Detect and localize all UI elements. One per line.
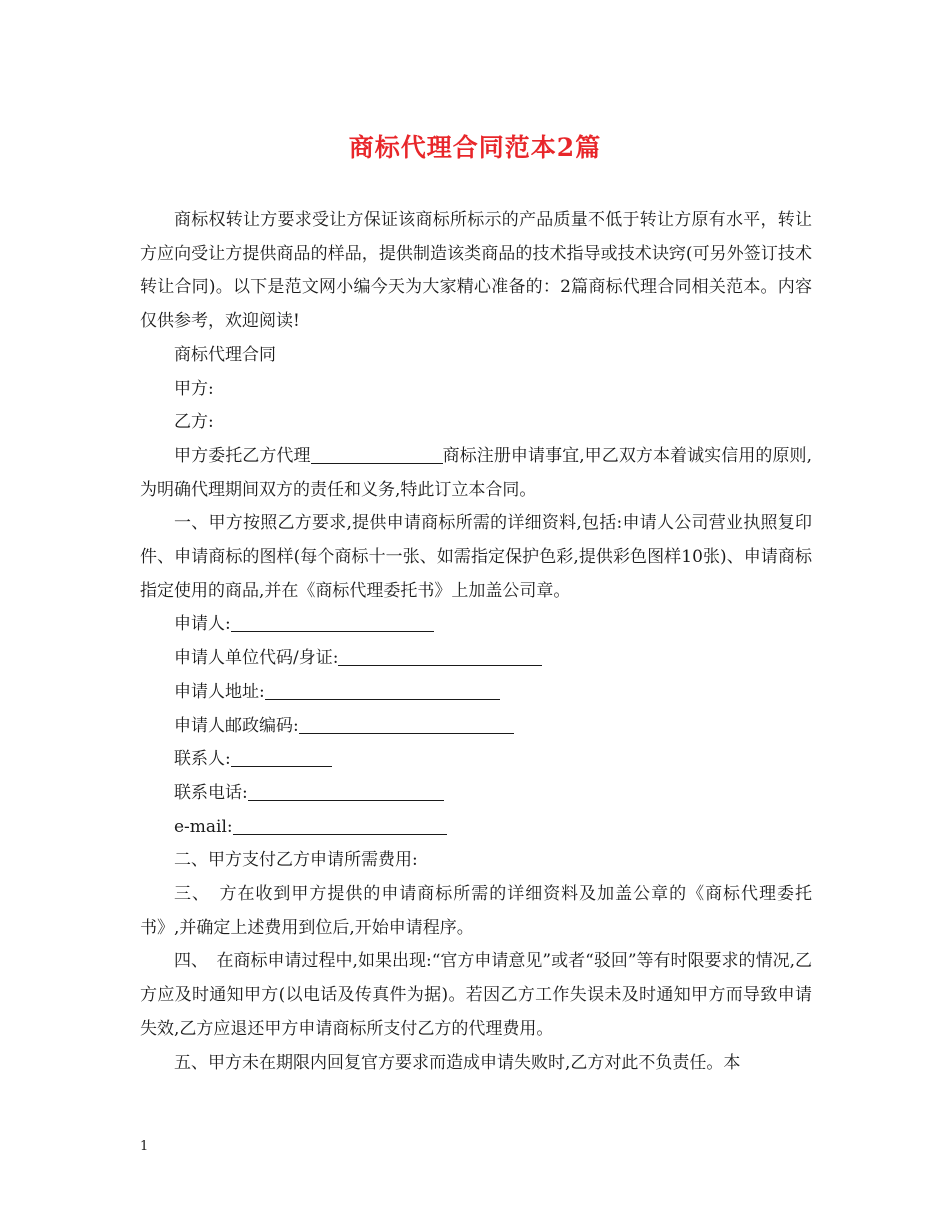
- clause-3: 三、 方在收到甲方提供的申请商标所需的详细资料及加盖公章的《商标代理委托书》,并确定上述费用到位后,开始申请程序。: [140, 884, 812, 938]
- phone-label: 联系电话:: [174, 782, 248, 803]
- applicant-code-label: 申请人单位代码/身证:: [174, 648, 339, 669]
- applicant-address-field: [140, 676, 812, 710]
- intro-paragraph: 商标权转让方要求受让方保证该商标所标示的产品质量不低于转让方原有水平，转让方应向受让方提供商品的样品，提供制造该类商品的技术指导或技术诀窍(可另外签订技术转让合同)。以下是范文网小编今天为大家精心准备的：2篇商标代理合同相关范本。内容仅供参考，欢迎阅读!: [140, 210, 812, 332]
- applicant-address-label: 申请人地址:: [174, 681, 265, 702]
- contact-field: [140, 743, 812, 777]
- phone-blank: [248, 780, 444, 801]
- applicant-blank: [231, 611, 434, 632]
- applicant-postcode-label: 申请人邮政编码:: [174, 715, 299, 736]
- document-body: [140, 204, 812, 1080]
- clause-1: 一、甲方按照乙方要求,提供申请商标所需的详细资料,包括:申请人公司营业执照复印件、申请商标的图样(每个商标十一张、如需指定保护色彩,提供彩色图样10张)、申请商标指定使用的商品,并在《商标代理委托书》上加盖公司章。: [140, 513, 812, 601]
- applicant-postcode-field: [140, 710, 812, 744]
- entrust-text-after: 商标注册申请事宜,甲乙双方本着诚实信用的原则,为明确代理期间双方的责任和义务,特此订立本合同。: [140, 445, 813, 500]
- applicant-code-field: [140, 642, 812, 676]
- applicant-label: 申请人:: [174, 614, 231, 635]
- email-label: e-mail:: [174, 816, 233, 837]
- email-field: [140, 811, 812, 845]
- trademark-name-blank: [311, 443, 443, 464]
- entrust-text-before: 甲方委托乙方代理: [174, 445, 311, 466]
- party-a-line: 甲方:: [174, 378, 214, 399]
- contact-blank: [231, 746, 332, 767]
- applicant-code-blank: [338, 645, 542, 666]
- entrust-paragraph: [140, 440, 812, 507]
- clause-4: 四、 在商标申请过程中,如果出现:“官方申请意见”或者“驳回”等有时限要求的情况,乙方应及时通知甲方(以电话及传真件为据)。若因乙方工作失误未及时通知甲方而导致申请失效,乙方应退还甲方申请商标所支付乙方的代理费用。: [140, 951, 812, 1039]
- email-blank: [233, 814, 447, 835]
- applicant-address-blank: [265, 679, 500, 700]
- page-number: 1: [140, 1139, 149, 1154]
- party-b-line: 乙方:: [174, 412, 214, 433]
- clause-2: 二、甲方支付乙方申请所需费用:: [174, 850, 418, 871]
- document-title: 商标代理合同范本2篇: [348, 133, 602, 162]
- applicant-postcode-blank: [299, 713, 514, 734]
- phone-field: [140, 777, 812, 811]
- contract-heading: 商标代理合同: [174, 344, 276, 365]
- applicant-field: [140, 608, 812, 642]
- contact-label: 联系人:: [174, 749, 231, 770]
- clause-5: 五、甲方未在期限内回复官方要求而造成申请失败时,乙方对此不负责任。本: [174, 1052, 741, 1073]
